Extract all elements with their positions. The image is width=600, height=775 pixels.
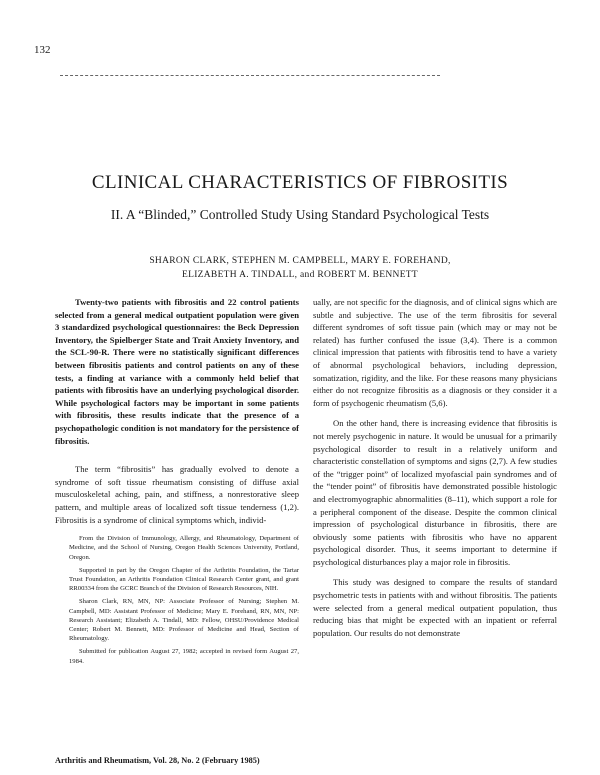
journal-citation: Arthritis and Rheumatism, Vol. 28, No. 2 (February 1985) [55,756,260,765]
page-number: 132 [34,44,51,56]
footnote-support: Supported in part by the Oregon Chapter of the Arthritis Foundation, the Tartar Trust Foundation, an Arthritis Foundation Clinical Research Center grant, and grant RR00334 from the GCRC Branch of the Division of Research Resources, NIH. [69,566,299,593]
body-paragraph: On the other hand, there is increasing evidence that fibrositis is not merely psychogenic in nature. It would be unusual for a primarily psychological disorder to result in a relatively uniform and characteristic constellation of symptoms and signs (2,7). A few studies of the “trigger point” of localized myofascial pain syndromes and of the “tender point” of fibrositis have demonstrated possible histologic and electromyographic abnormalities (8–11), which support a role for a peripheral component of the disease. Despite the common clinical impression of psychological disturbance in fibrositis, there are obviously some patients with fibrositis who have no apparent psychological disorder. Thus, it seems important to determine if psychological disturbances play a major role in fibrositis. [313,418,557,567]
footnote-affiliation: From the Division of Immunology, Allergy, and Rheumatology, Department of Medicine, and the School of Nursing, Oregon Health Sciences University, Portland, Oregon. [69,535,299,561]
article-subtitle: II. A “Blinded,” Controlled Study Using Standard Psychological Tests [110,207,490,222]
left-column [55,296,299,670]
body-paragraph: The term “fibrositis” has gradually evolved to denote a syndrome of soft tissue rheumatism consisting of diffuse axial musculoskeletal aching, pain, and stiffness, a nonrestorative sleep pattern, and multiple areas of localized soft tissue tenderness (1,2). Fibrositis is a syndrome of clinical symptoms which, individ- [55,464,299,525]
article-title: CLINICAL CHARACTERISTICS OF FIBROSITIS [91,172,509,193]
body-paragraph: This study was designed to compare the results of standard psychometric tests in patients with and without fibrositis. The patients were selected from a general medical outpatient population, thus reducing bias that might be expected with an inpatient or referral population. Our results do not demonstrate [313,577,557,638]
footnote-authors: Sharon Clark, RN, MN, NP: Associate Professor of Nursing; Stephen M. Campbell, MD: Assistant Professor of Medicine; Mary E. Forehand, RN, MN, NP: Research Assistant; Elizabeth A. Tindall, MD: Fellow, OHSU/Providence Medical Center; Robert M. Bennett, MD: Professor of Medicine and Head, Section of Rheumatology. [69,598,299,643]
footnotes [55,534,299,666]
header-rule [60,75,440,77]
authors-line-1: SHARON CLARK, STEPHEN M. CAMPBELL, MARY E. FOREHAND, [149,256,451,266]
right-column [313,296,557,647]
authors [0,254,600,282]
footnote-submitted: Submitted for publication August 27, 1982; accepted in revised form August 27, 1984. [69,648,299,665]
authors-line-2: ELIZABETH A. TINDALL, and ROBERT M. BENNETT [182,270,418,280]
abstract: Twenty-two patients with fibrositis and 22 control patients selected from a general medical outpatient population were given 3 standardized psychological questionnaires: the Beck Depression Inventory, the Spielberger State and Trait Anxiety Inventory, and the SCL-90-R. There were no statistically significant differences between fibrositis patients and control patients on any of these tests, a finding at variance with a commonly held belief that patients with fibrositis have an underlying psychological disorder. While psychological factors may be important in some patients with fibrositis, these results indicate that the presence of a psychopathologic condition is not mandatory for the persistence of fibrositis. [55,297,299,446]
body-paragraph: ually, are not specific for the diagnosis, and of clinical signs which are subtle and subjective. The use of the term fibrositis for several different syndromes of soft tissue pain (which may or may not be related) has further confused the issue (3,4). There is a common clinical impression that patients with fibrositis tend to have a variety of abnormal psychological behaviors, including depression, somatization, rigidity, and the like. For these reasons many physicians either do not recognize fibrositis as a diagnosis or they consider it a form of psychogenic rheumatism (5,6). [313,297,557,408]
